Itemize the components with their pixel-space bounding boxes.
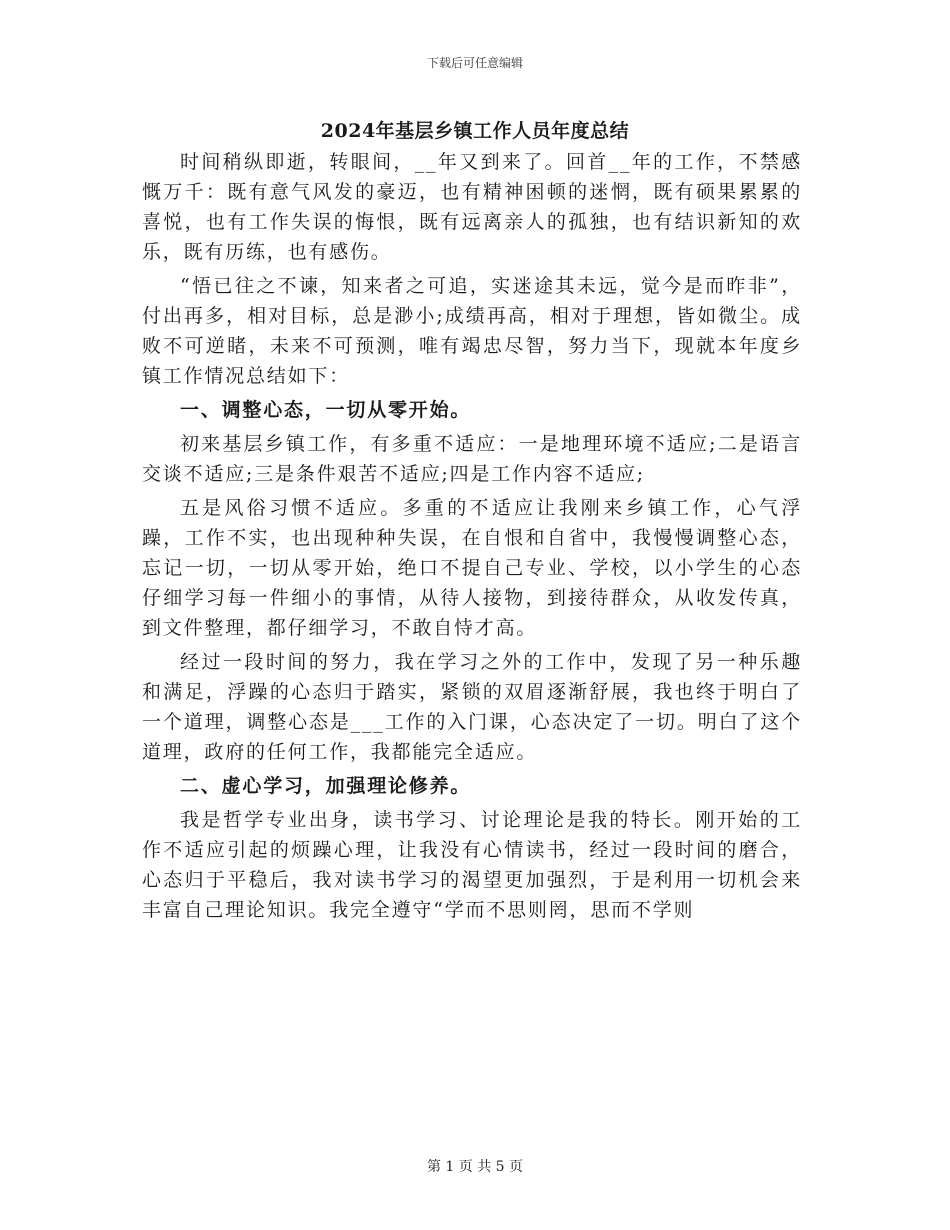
paragraph-quote: “悟已往之不谏，知来者之可追，实迷途其未远，觉今是而昨非”，付出再多，相对目标，总是渺小;成绩再高，相对于理想，皆如微尘。成败不可逆睹，未来不可预测，唯有竭忠尽智，努力当下，现就本年度乡镇工作情况总结如下： <box>142 275 802 387</box>
paragraph-intro: 时间稍纵即逝，转眼间，__年又到来了。回首__年的工作，不禁感慨万千：既有意气风发的豪迈，也有精神困顿的迷惘，既有硕果累累的喜悦，也有工作失误的悔恨，既有远离亲人的孤独，也有结识新知的欢乐，既有历练，也有感伤。 <box>142 151 802 263</box>
section-heading-2: 二、虚心学习，加强理论修养。 <box>180 775 472 797</box>
paragraph-adaptation-list: 初来基层乡镇工作，有多重不适应：一是地理环境不适应;二是语言交谈不适应;三是条件艰苦不适应;四是工作内容不适应; <box>142 433 802 485</box>
paragraph-adaptation-result: 经过一段时间的努力，我在学习之外的工作中，发现了另一种乐趣和满足，浮躁的心态归于踏实，紧锁的双眉逐渐舒展，我也终于明白了一个道理，调整心态是___工作的入门课，心态决定了一切。明白了这个道理，政府的任何工作，我都能完全适应。 <box>142 651 802 763</box>
document-body <box>142 147 802 925</box>
header-note: 下载后可任意编辑 <box>426 56 523 70</box>
paragraph-study: 我是哲学专业出身，读书学习、讨论理论是我的特长。刚开始的工作不适应引起的烦躁心理，让我没有心情读书，经过一段时间的磨合，心态归于平稳后，我对读书学习的渴望更加强烈，于是利用一切机会来丰富自己理论知识。我完全遵守“学而不思则罔，思而不学则 <box>142 809 802 921</box>
page-number: 第 1 页 共 5 页 <box>426 1159 524 1175</box>
paragraph-adaptation-detail: 五是风俗习惯不适应。多重的不适应让我刚来乡镇工作，心气浮躁，工作不实，也出现种种失误，在自恨和自省中，我慢慢调整心态，忘记一切，一切从零开始，绝口不提自己专业、学校，以小学生的心态仔细学习每一件细小的事情，从待人接物，到接待群众，从收发传真，到文件整理，都仔细学习，不敢自恃才高。 <box>142 497 802 639</box>
document-title: 2024年基层乡镇工作人员年度总结 <box>320 120 630 142</box>
section-heading-1: 一、调整心态，一切从零开始。 <box>180 399 472 421</box>
